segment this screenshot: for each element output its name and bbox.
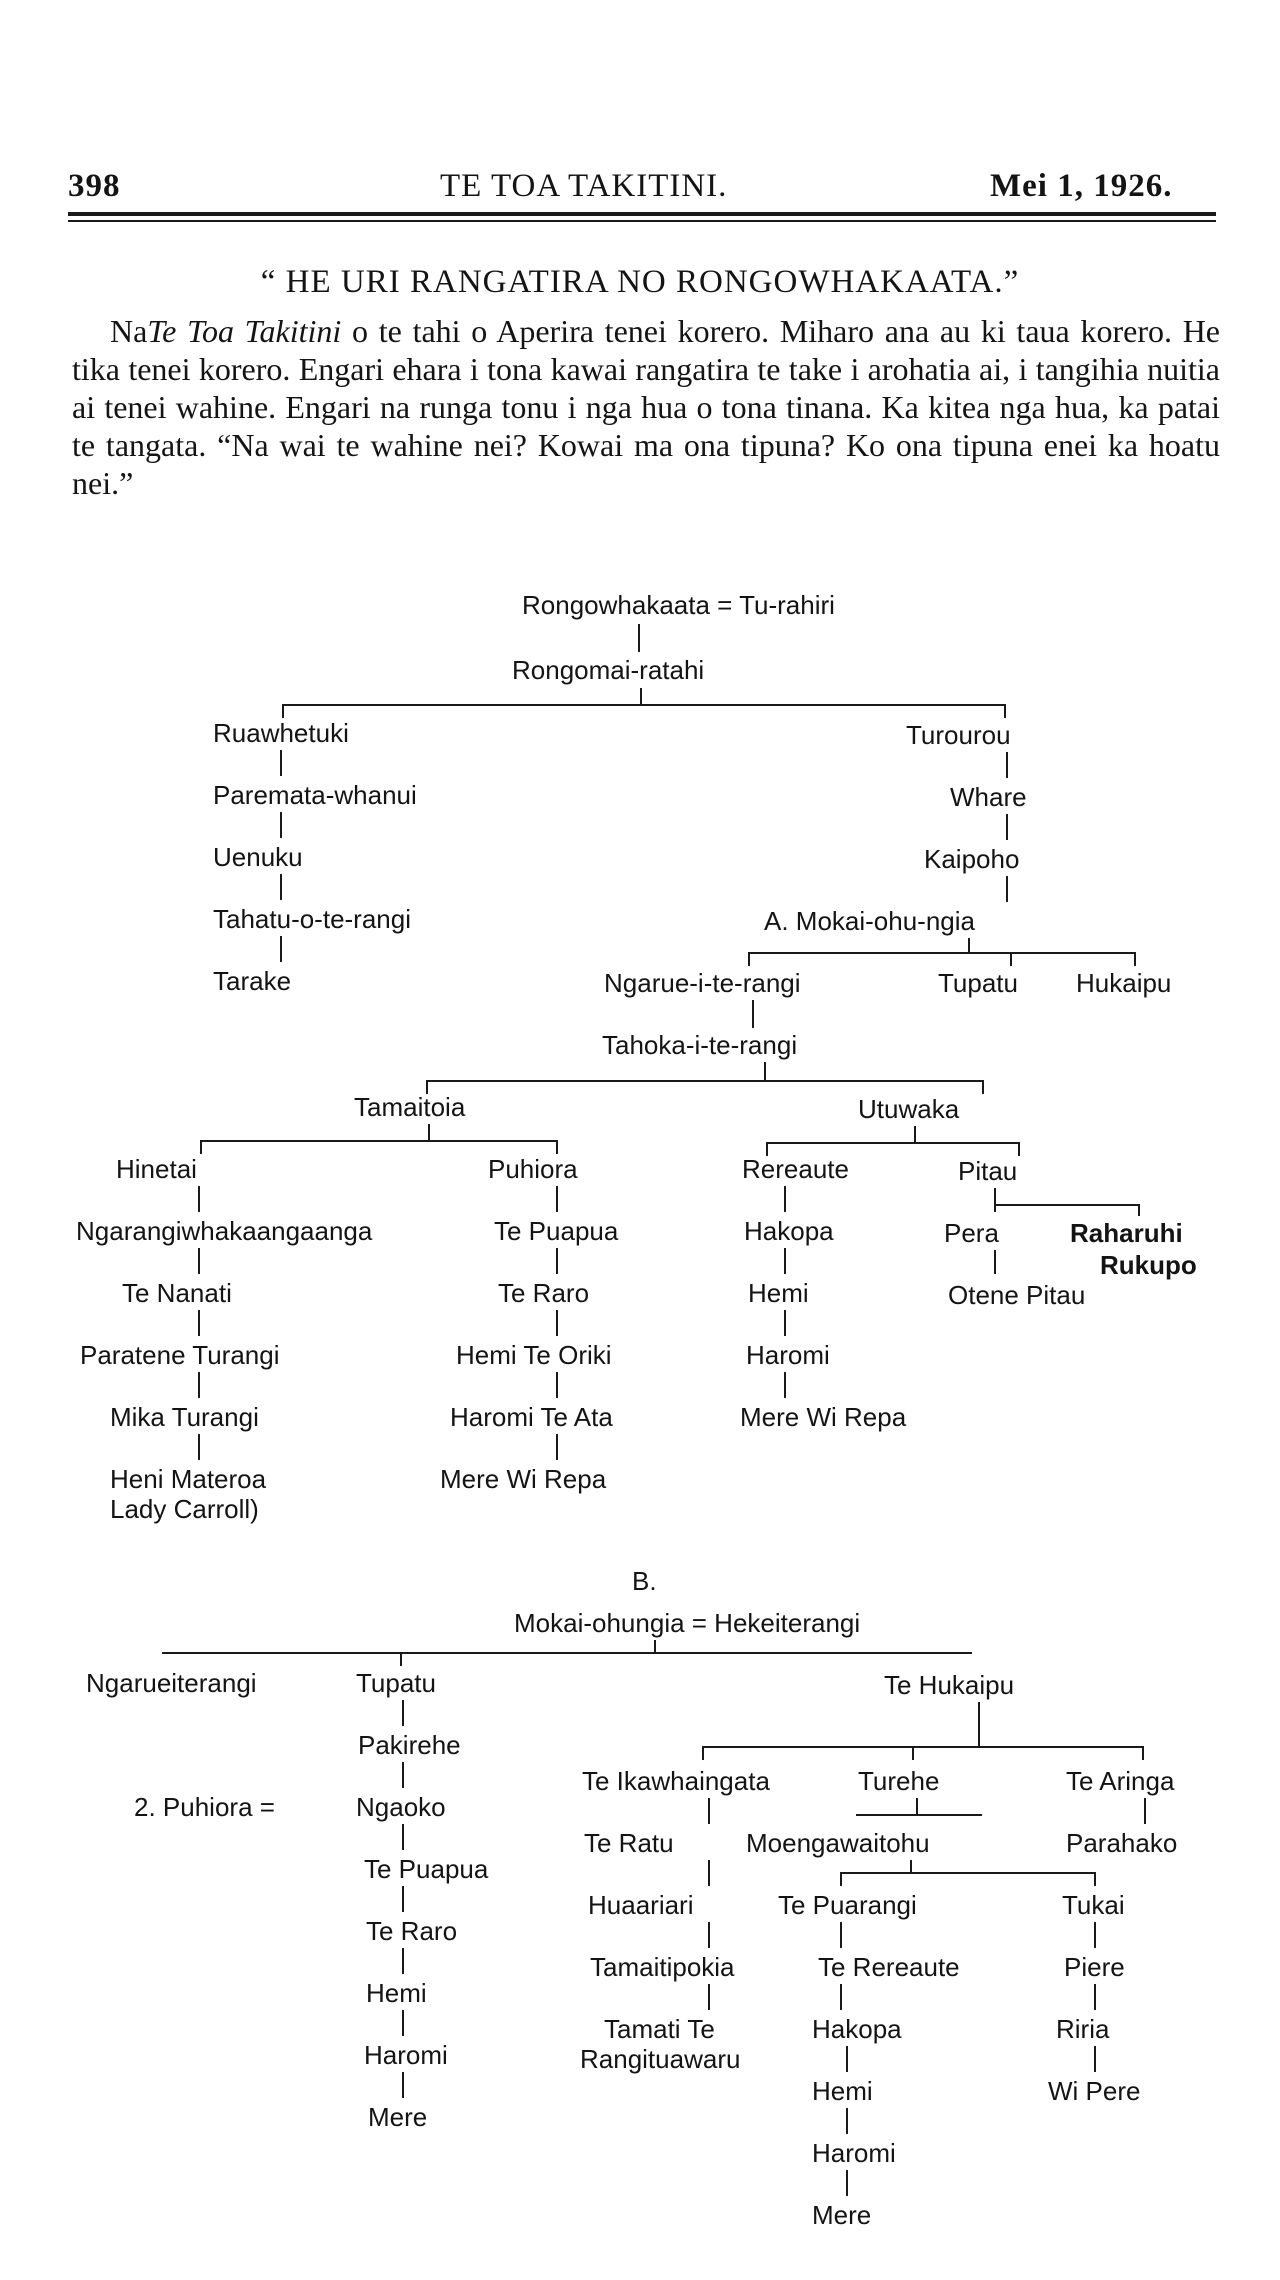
tree-node: Piere [1064, 1952, 1125, 1982]
connector [846, 2046, 848, 2072]
tree-node: Ruawhetuki [213, 718, 349, 748]
connector [1006, 876, 1008, 902]
intro-body: o te tahi o Aperira tenei korero. Miharo ana au ki taua korero. He tika tenei korero. Engari ehara i tona kawai rangatira te take i arohatia ai, i tangihia nuitia ai tenei wahine. Engari na runga tonu i nga hua o tona tinana. Ka kitea nga hua, ka patai te tangata. “Na wai te wahine nei? Kowai ma ona tipuna? Ko ona tipuna enei ka hoatu nei.” [72, 313, 1221, 501]
connector [708, 1984, 710, 2010]
connector [784, 1248, 786, 1274]
tree-node: Rukupo [1100, 1250, 1197, 1280]
connector [556, 1140, 558, 1154]
tree-node: Te Puarangi [778, 1890, 917, 1920]
publication-name: TE TOA TAKITINI. [440, 168, 728, 204]
tree-node: Hinetai [116, 1154, 197, 1184]
tree-node: A. Mokai-ohu-ngia [764, 906, 975, 936]
connector [766, 1142, 1018, 1144]
tree-node: Pakirehe [358, 1730, 461, 1760]
tree-node: Turourou [906, 720, 1011, 750]
connector [846, 2108, 848, 2134]
tree-node: Moengawaitohu [746, 1828, 930, 1858]
tree-node: Hemi Te Oriki [456, 1340, 612, 1370]
tree-node: Hakopa [744, 1216, 834, 1246]
connector [280, 874, 282, 900]
connector [708, 1922, 710, 1948]
tree-node: Te Hukaipu [884, 1670, 1015, 1700]
connector [400, 1652, 402, 1666]
tree-node: Mika Turangi [110, 1402, 259, 1432]
connector [1094, 1922, 1096, 1948]
connector [1138, 1204, 1140, 1216]
connector [198, 1434, 200, 1460]
tree-node: Puhiora [488, 1154, 578, 1184]
tree-node: Te Puapua [494, 1216, 619, 1246]
tree-node: Tupatu [938, 968, 1018, 998]
tree-node: Te Aringa [1066, 1766, 1175, 1796]
connector [978, 1702, 980, 1746]
connector [916, 1798, 918, 1814]
connector [282, 704, 284, 718]
tree-node: Huaariari [588, 1890, 694, 1920]
tree-node: Riria [1056, 2014, 1110, 2044]
connector [708, 1860, 710, 1886]
connector [784, 1310, 786, 1336]
tree-a-child: Rongomai-ratahi [512, 655, 705, 685]
tree-node: Ngarue-i-te-rangi [604, 968, 801, 998]
tree-node: Tahatu-o-te-rangi [213, 904, 411, 934]
tree-node: Te Ratu [584, 1828, 674, 1858]
connector [200, 1140, 202, 1154]
tree-node: Pitau [958, 1156, 1018, 1186]
tree-node: Ngaoko [356, 1792, 446, 1822]
connector [856, 1814, 982, 1816]
connector [556, 1186, 558, 1212]
connector [402, 1700, 404, 1726]
connector [556, 1248, 558, 1274]
tree-node: Te Raro [366, 1916, 458, 1946]
connector [784, 1186, 786, 1212]
tree-node: Haromi [364, 2040, 448, 2070]
tree-node: Whare [950, 782, 1027, 812]
connector [748, 952, 750, 966]
connector [198, 1186, 200, 1212]
tree-node: Lady Carroll) [110, 1494, 259, 1524]
connector [402, 2010, 404, 2036]
tree-a-root: Rongowhakaata = Tu-rahiri [522, 590, 835, 620]
connector [910, 1860, 912, 1872]
connector [198, 1248, 200, 1274]
connector [1094, 2046, 1096, 2072]
tree-node: Tamaitipokia [590, 1952, 735, 1982]
connector [752, 1000, 754, 1028]
connector [912, 1746, 914, 1760]
tree-node: Hemi [366, 1978, 427, 2008]
connector [556, 1310, 558, 1336]
connector [1006, 752, 1008, 778]
connector [280, 750, 282, 776]
tree-node: Mere [812, 2200, 872, 2230]
tree-node: Hemi [812, 2076, 873, 2106]
tree-node: Tamati Te [604, 2014, 715, 2044]
tree-node: Otene Pitau [948, 1280, 1086, 1310]
tree-b-root: Mokai-ohungia = Hekeiterangi [514, 1608, 861, 1638]
connector [1010, 952, 1012, 966]
connector [198, 1372, 200, 1398]
tree-node: Mere Wi Repa [440, 1464, 607, 1494]
connector [282, 704, 1004, 706]
tree-node: Uenuku [213, 842, 303, 872]
article-title: “ HE URI RANGATIRA NO RONGOWHAKAATA.” [260, 264, 1020, 300]
connector [402, 1948, 404, 1974]
connector [840, 1872, 1094, 1874]
connector [702, 1746, 1142, 1748]
tree-b-label: B. [632, 1566, 657, 1596]
article-body [72, 312, 1220, 502]
tree-node: Pera [944, 1218, 999, 1248]
connector [764, 1062, 766, 1080]
tree-node: Tukai [1062, 1890, 1125, 1920]
tree-node: Haromi [746, 1340, 830, 1370]
header-rule-thin [68, 220, 1216, 222]
tree-node: Te Ikawhaingata [582, 1766, 770, 1796]
tree-node: Utuwaka [858, 1094, 960, 1124]
connector [556, 1372, 558, 1398]
tree-node: Ngarangiwhakaangaanga [76, 1216, 373, 1246]
tree-node: Tahoka-i-te-rangi [602, 1030, 798, 1060]
tree-node: Tamaitoia [354, 1092, 466, 1122]
tree-node: Tupatu [356, 1668, 436, 1698]
connector [402, 1762, 404, 1788]
connector [654, 1640, 656, 1652]
connector [702, 1746, 704, 1760]
connector [638, 624, 640, 652]
tree-node: Tarake [213, 966, 292, 996]
connector [708, 1798, 710, 1824]
connector [968, 938, 970, 952]
tree-node: Ngarueiterangi [86, 1668, 257, 1698]
connector [556, 1434, 558, 1460]
page-number: 398 [68, 168, 121, 204]
tree-node: Paremata-whanui [213, 780, 417, 810]
tree-node: Haromi [812, 2138, 896, 2168]
issue-date: Mei 1, 1926. [990, 168, 1173, 204]
connector [1134, 952, 1136, 966]
tree-node: Te Nanati [122, 1278, 232, 1308]
marriage-prefix: 2. Puhiora = [134, 1792, 275, 1822]
connector [1006, 814, 1008, 840]
tree-node: Turehe [858, 1766, 940, 1796]
connector [426, 1080, 982, 1082]
connector [1142, 1746, 1144, 1760]
connector [994, 1188, 996, 1212]
tree-node: Te Rereaute [818, 1952, 960, 1982]
tree-node: Kaipoho [924, 844, 1020, 874]
connector [280, 812, 282, 838]
connector [280, 936, 282, 962]
connector [1094, 1984, 1096, 2010]
connector [840, 1922, 842, 1948]
tree-node: Hukaipu [1076, 968, 1172, 998]
tree-node: Paratene Turangi [80, 1340, 280, 1370]
tree-node: Rereaute [742, 1154, 849, 1184]
tree-node: Te Puapua [364, 1854, 489, 1884]
tree-node: Haromi Te Ata [450, 1402, 613, 1432]
tree-node: Mere Wi Repa [740, 1402, 907, 1432]
connector [1094, 1872, 1096, 1886]
connector [402, 1824, 404, 1850]
connector [402, 1886, 404, 1912]
connector [402, 2072, 404, 2098]
connector [784, 1372, 786, 1398]
connector [200, 1140, 556, 1142]
connector [748, 952, 1134, 954]
header-rule [68, 212, 1216, 216]
connector [428, 1124, 430, 1140]
tree-node: Hemi [748, 1278, 809, 1308]
tree-node: Wi Pere [1048, 2076, 1141, 2106]
connector [840, 1984, 842, 2010]
connector [994, 1204, 1138, 1206]
tree-node: Parahako [1066, 1828, 1178, 1858]
tree-node: Hakopa [812, 2014, 902, 2044]
intro-italic: Te Toa Takitini [147, 313, 342, 349]
connector [994, 1250, 996, 1274]
tree-node: Te Raro [498, 1278, 590, 1308]
connector [1004, 704, 1006, 718]
connector [198, 1310, 200, 1336]
connector [1144, 1798, 1146, 1824]
connector [914, 1126, 916, 1142]
connector [1018, 1142, 1020, 1156]
tree-node: Raharuhi [1070, 1218, 1183, 1248]
connector [846, 2170, 848, 2196]
connector [162, 1652, 972, 1654]
tree-node: Mere [368, 2102, 428, 2132]
intro-prefix: Na [110, 313, 148, 349]
connector [982, 1080, 984, 1094]
tree-node: Rangituawaru [580, 2044, 741, 2074]
tree-node: Heni Materoa [110, 1464, 267, 1494]
connector [840, 1872, 842, 1886]
